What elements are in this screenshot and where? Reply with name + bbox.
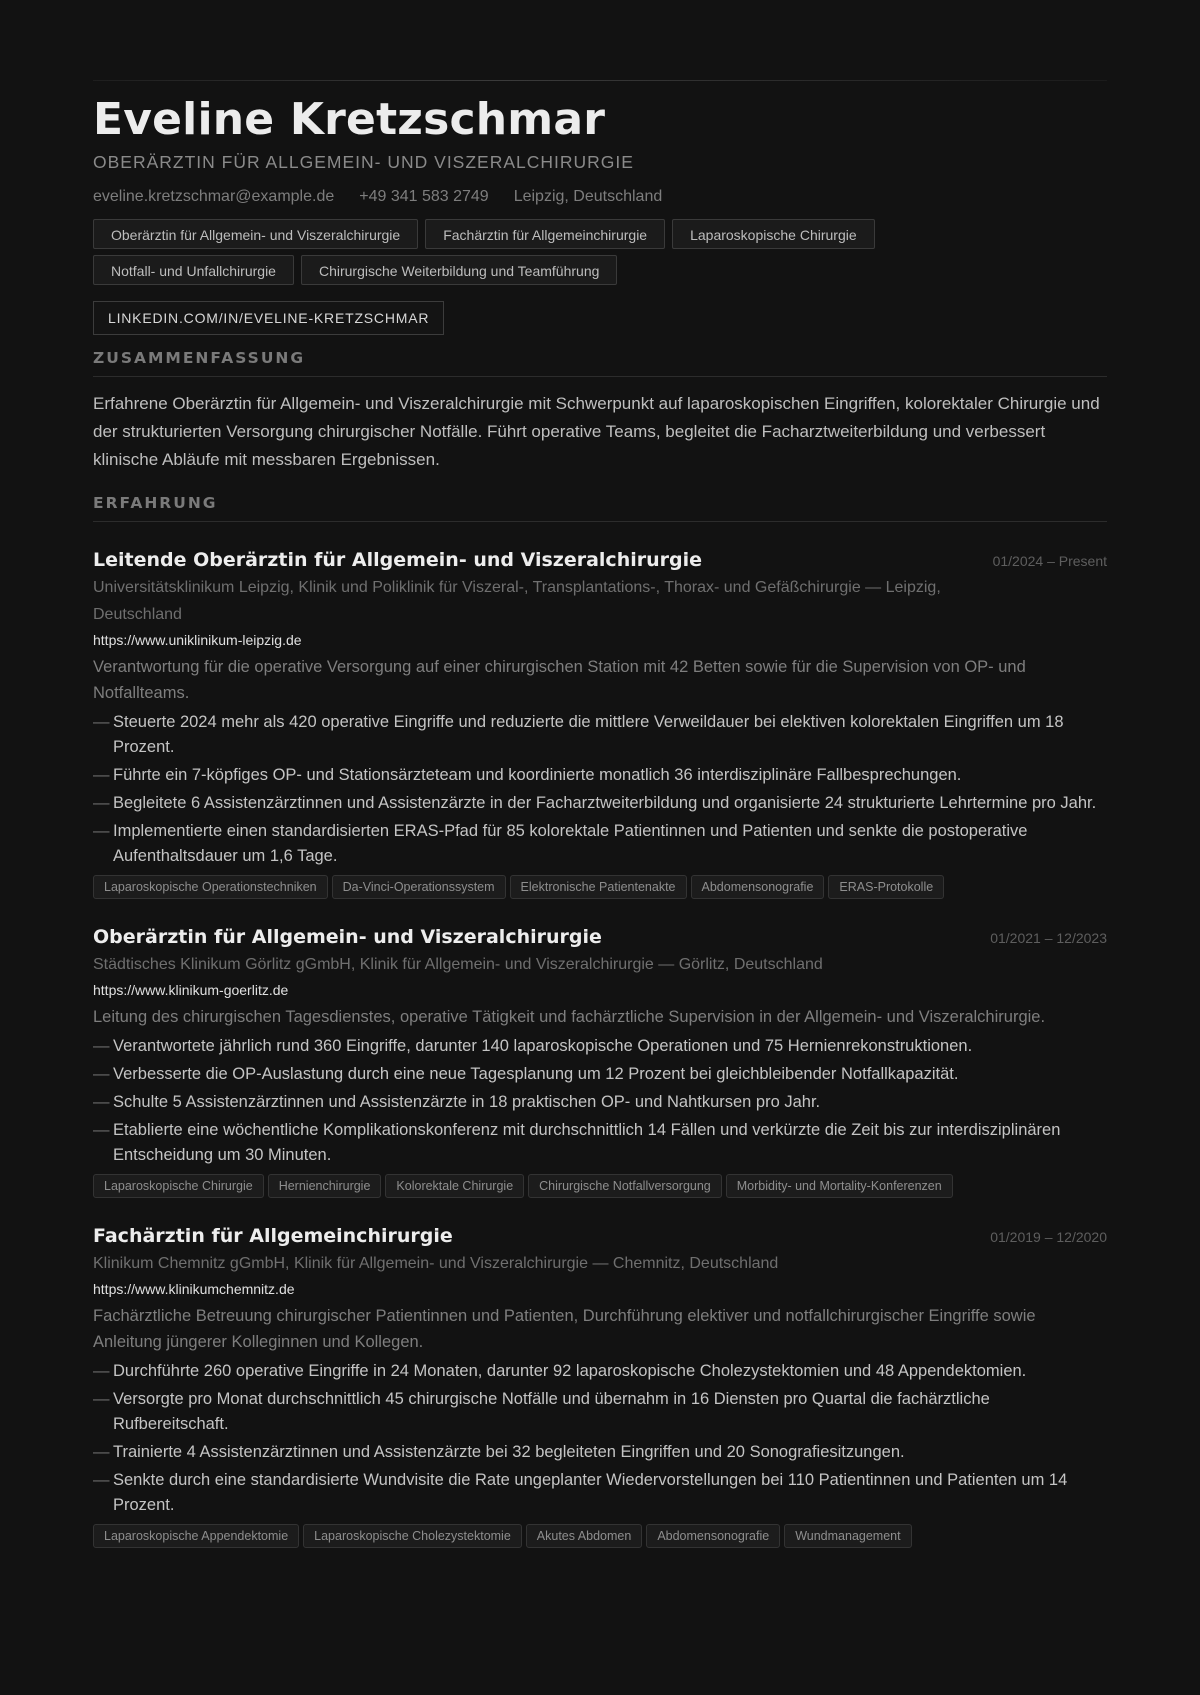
summary-section <box>93 347 1107 474</box>
skill-chip: Da-Vinci-Operationssystem <box>332 875 506 899</box>
job-bullet-text: Versorgte pro Monat durchschnittlich 45 chirurgische Notfälle und übernahm in 16 Diensten pro Quartal die fachärztliche Rufbereitschaft. <box>113 1390 990 1433</box>
job-bullet-text: Steuerte 2024 mehr als 420 operative Eingriffe und reduzierte die mittlere Verweildauer bei elektiven kolorektalen Eingriffen um 18 Prozent. <box>113 713 1064 756</box>
job-bullet: — Verantwortete jährlich rund 360 Eingriffe, darunter 140 laparoskopische Operationen und 75 Hernienrekonstruktionen. <box>93 1037 973 1055</box>
job-bullet: — Führte ein 7-köpfiges OP- und Stationsärzteteam und koordinierte monatlich 36 interdisziplinäre Fallbesprechungen. <box>93 766 962 784</box>
section-title-experience: ERFAHRUNG <box>93 492 1107 522</box>
job-date: 01/2021 – 12/2023 <box>990 930 1107 946</box>
job-bullet-text: Führte ein 7-köpfiges OP- und Stationsärzteteam und koordinierte monatlich 36 interdisziplinäre Fallbesprechungen. <box>113 766 962 784</box>
job-description: Leitung des chirurgischen Tagesdienstes, operative Tätigkeit und fachärztliche Supervision in der Allgemein- und Viszeralchirurgie. <box>93 1008 1046 1026</box>
job-bullet-text: Senkte durch eine standardisierte Wundvisite die Rate ungeplanter Wiedervorstellungen bei 110 Patientinnen und Patienten um 14 Prozent. <box>113 1471 1068 1514</box>
job-bullet: — Durchführte 260 operative Eingriffe in 24 Monaten, darunter 92 laparoskopische Cholezystektomien und 48 Appendektomien. <box>93 1362 1027 1380</box>
skill-chip: Morbidity- und Mortality-Konferenzen <box>726 1174 953 1198</box>
job-company: Universitätsklinikum Leipzig, Klinik und Poliklinik für Viszeral-, Transplantations-, Thorax- und Gefäßchirurgie — Leipzig, Deutschland <box>93 579 941 623</box>
skill-chip: Abdomensonografie <box>646 1524 780 1548</box>
job-entry <box>93 924 1107 1198</box>
job-entry <box>93 1223 1107 1548</box>
profile-tag: Chirurgische Weiterbildung und Teamführung <box>301 255 617 285</box>
profile-tag: Fachärztin für Allgemeinchirurgie <box>425 219 665 249</box>
skill-chip: Akutes Abdomen <box>526 1524 643 1548</box>
job-header <box>93 924 1107 950</box>
skill-chip: ERAS-Protokolle <box>828 875 944 899</box>
job-bullet-text: Implementierte einen standardisierten ERAS-Pfad für 85 kolorektale Patientinnen und Patienten und senkte die postoperative Aufenthaltsdauer um 1,6 Tage. <box>113 822 1028 865</box>
skill-chip: Chirurgische Notfallversorgung <box>528 1174 722 1198</box>
header <box>93 0 1107 335</box>
skill-chip: Wundmanagement <box>784 1524 911 1548</box>
skill-chip: Abdomensonografie <box>691 875 825 899</box>
profile-tags <box>93 219 973 285</box>
job-url[interactable]: https://www.klinikum-goerlitz.de <box>93 982 289 998</box>
summary-text: Erfahrene Oberärztin für Allgemein- und Viszeralchirurgie mit Schwerpunkt auf laparoskopischen Eingriffen, kolorektaler Chirurgie und der strukturierten Versorgung chirurgischer Notfälle. Führt operative Teams, begleitet die Facharztweiterbildung und verbessert klinische Abläufe mit messbaren Ergebnissen. <box>93 394 1100 469</box>
job-skills <box>93 875 1107 899</box>
job-bullet-text: Schulte 5 Assistenzärztinnen und Assistenzärzte in 18 praktischen OP- und Nahtkursen pro Jahr. <box>113 1093 821 1111</box>
skill-chip: Laparoskopische Appendektomie <box>93 1524 299 1548</box>
profile-tag: Oberärztin für Allgemein- und Viszeralchirurgie <box>93 219 418 249</box>
job-date: 01/2024 – Present <box>992 553 1107 569</box>
job-title: Leitende Oberärztin für Allgemein- und Viszeralchirurgie <box>93 549 702 571</box>
job-bullet-text: Verantwortete jährlich rund 360 Eingriffe, darunter 140 laparoskopische Operationen und 75 Hernienrekonstruktionen. <box>113 1037 973 1055</box>
contact-row <box>93 186 1107 208</box>
phone[interactable]: +49 341 583 2749 <box>359 188 489 205</box>
job-bullet: — Begleitete 6 Assistenzärztinnen und Assistenzärzte in der Facharztweiterbildung und organisierte 24 strukturierte Lehrtermine pro Jahr. <box>93 794 1097 812</box>
skill-chip: Laparoskopische Operationstechniken <box>93 875 328 899</box>
headline: OBERÄRZTIN FÜR ALLGEMEIN- UND VISZERALCHIRURGIE <box>93 152 634 172</box>
experience-section <box>93 492 1107 1548</box>
email[interactable]: eveline.kretzschmar@example.de <box>93 188 335 205</box>
skill-chip: Laparoskopische Chirurgie <box>93 1174 264 1198</box>
job-date: 01/2019 – 12/2020 <box>990 1229 1107 1245</box>
job-bullet-text: Trainierte 4 Assistenzärztinnen und Assistenzärzte bei 32 begleiteten Eingriffen und 20 Sonografiesitzungen. <box>113 1443 905 1461</box>
top-divider <box>93 80 1107 81</box>
job-bullet-text: Durchführte 260 operative Eingriffe in 24 Monaten, darunter 92 laparoskopische Cholezystektomien und 48 Appendektomien. <box>113 1362 1027 1380</box>
job-bullet: — Schulte 5 Assistenzärztinnen und Assistenzärzte in 18 praktischen OP- und Nahtkursen pro Jahr. <box>93 1093 821 1111</box>
job-bullet: — Verbesserte die OP-Auslastung durch eine neue Tagesplanung um 12 Prozent bei gleichbleibender Notfallkapazität. <box>93 1065 959 1083</box>
job-url[interactable]: https://www.klinikumchemnitz.de <box>93 1281 295 1297</box>
job-company: Städtisches Klinikum Görlitz gGmbH, Klinik für Allgemein- und Viszeralchirurgie — Görlitz, Deutschland <box>93 956 823 973</box>
skill-chip: Kolorektale Chirurgie <box>385 1174 524 1198</box>
job-description: Verantwortung für die operative Versorgung auf einer chirurgischen Station mit 42 Betten sowie für die Supervision von OP- und Notfallteams. <box>93 658 1026 702</box>
job-bullet: — Trainierte 4 Assistenzärztinnen und Assistenzärzte bei 32 begleiteten Eingriffen und 20 Sonografiesitzungen. <box>93 1443 905 1461</box>
skill-chip: Elektronische Patientenakte <box>510 875 687 899</box>
profile-tag: Laparoskopische Chirurgie <box>672 219 875 249</box>
skill-chip: Hernienchirurgie <box>268 1174 382 1198</box>
job-skills <box>93 1174 1107 1198</box>
job-header <box>93 1223 1107 1249</box>
job-bullets <box>93 1359 1107 1518</box>
job-bullet: — Implementierte einen standardisierten ERAS-Pfad für 85 kolorektale Patientinnen und Patienten und senkte die postoperative Aufenthaltsdauer um 1,6 Tage. <box>93 822 1028 865</box>
job-bullet: — Versorgte pro Monat durchschnittlich 45 chirurgische Notfälle und übernahm in 16 Diensten pro Quartal die fachärztliche Rufbereitschaft. <box>93 1390 990 1433</box>
job-bullet-text: Etablierte eine wöchentliche Komplikationskonferenz mit durchschnittlich 14 Fällen und verkürzte die Zeit bis zur interdisziplinären Entscheidung um 30 Minuten. <box>113 1121 1061 1164</box>
job-title: Fachärztin für Allgemeinchirurgie <box>93 1225 453 1247</box>
location: Leipzig, Deutschland <box>513 188 663 205</box>
job-bullet-text: Verbesserte die OP-Auslastung durch eine neue Tagesplanung um 12 Prozent bei gleichbleibender Notfallkapazität. <box>113 1065 959 1083</box>
job-url[interactable]: https://www.uniklinikum-leipzig.de <box>93 632 302 648</box>
job-entry <box>93 547 1107 899</box>
linkedin-link[interactable]: LINKEDIN.COM/IN/EVELINE-KRETZSCHMAR <box>93 301 444 335</box>
person-name: Eveline Kretzschmar <box>93 94 606 145</box>
job-header <box>93 547 1107 573</box>
job-bullet-text: Begleitete 6 Assistenzärztinnen und Assistenzärzte in der Facharztweiterbildung und organisierte 24 strukturierte Lehrtermine pro Jahr. <box>113 794 1097 812</box>
job-bullets <box>93 1034 1107 1168</box>
job-bullet: — Steuerte 2024 mehr als 420 operative Eingriffe und reduzierte die mittlere Verweildauer bei elektiven kolorektalen Eingriffen um 18 Prozent. <box>93 713 1064 756</box>
job-description: Fachärztliche Betreuung chirurgischer Patientinnen und Patienten, Durchführung elektiver und notfallchirurgischer Eingriffe sowie Anleitung jüngerer Kolleginnen und Kollegen. <box>93 1307 1036 1351</box>
job-bullet: — Senkte durch eine standardisierte Wundvisite die Rate ungeplanter Wiedervorstellungen bei 110 Patientinnen und Patienten um 14 Prozent. <box>93 1471 1068 1514</box>
profile-tag: Notfall- und Unfallchirurgie <box>93 255 294 285</box>
job-company: Klinikum Chemnitz gGmbH, Klinik für Allgemein- und Viszeralchirurgie — Chemnitz, Deutschland <box>93 1255 779 1272</box>
section-title-summary: ZUSAMMENFASSUNG <box>93 347 1107 377</box>
job-skills <box>93 1524 1107 1548</box>
skill-chip: Laparoskopische Cholezystektomie <box>303 1524 522 1548</box>
job-bullets <box>93 710 1107 869</box>
job-bullet: — Etablierte eine wöchentliche Komplikationskonferenz mit durchschnittlich 14 Fällen und verkürzte die Zeit bis zur interdisziplinären Entscheidung um 30 Minuten. <box>93 1121 1061 1164</box>
job-title: Oberärztin für Allgemein- und Viszeralchirurgie <box>93 926 602 948</box>
